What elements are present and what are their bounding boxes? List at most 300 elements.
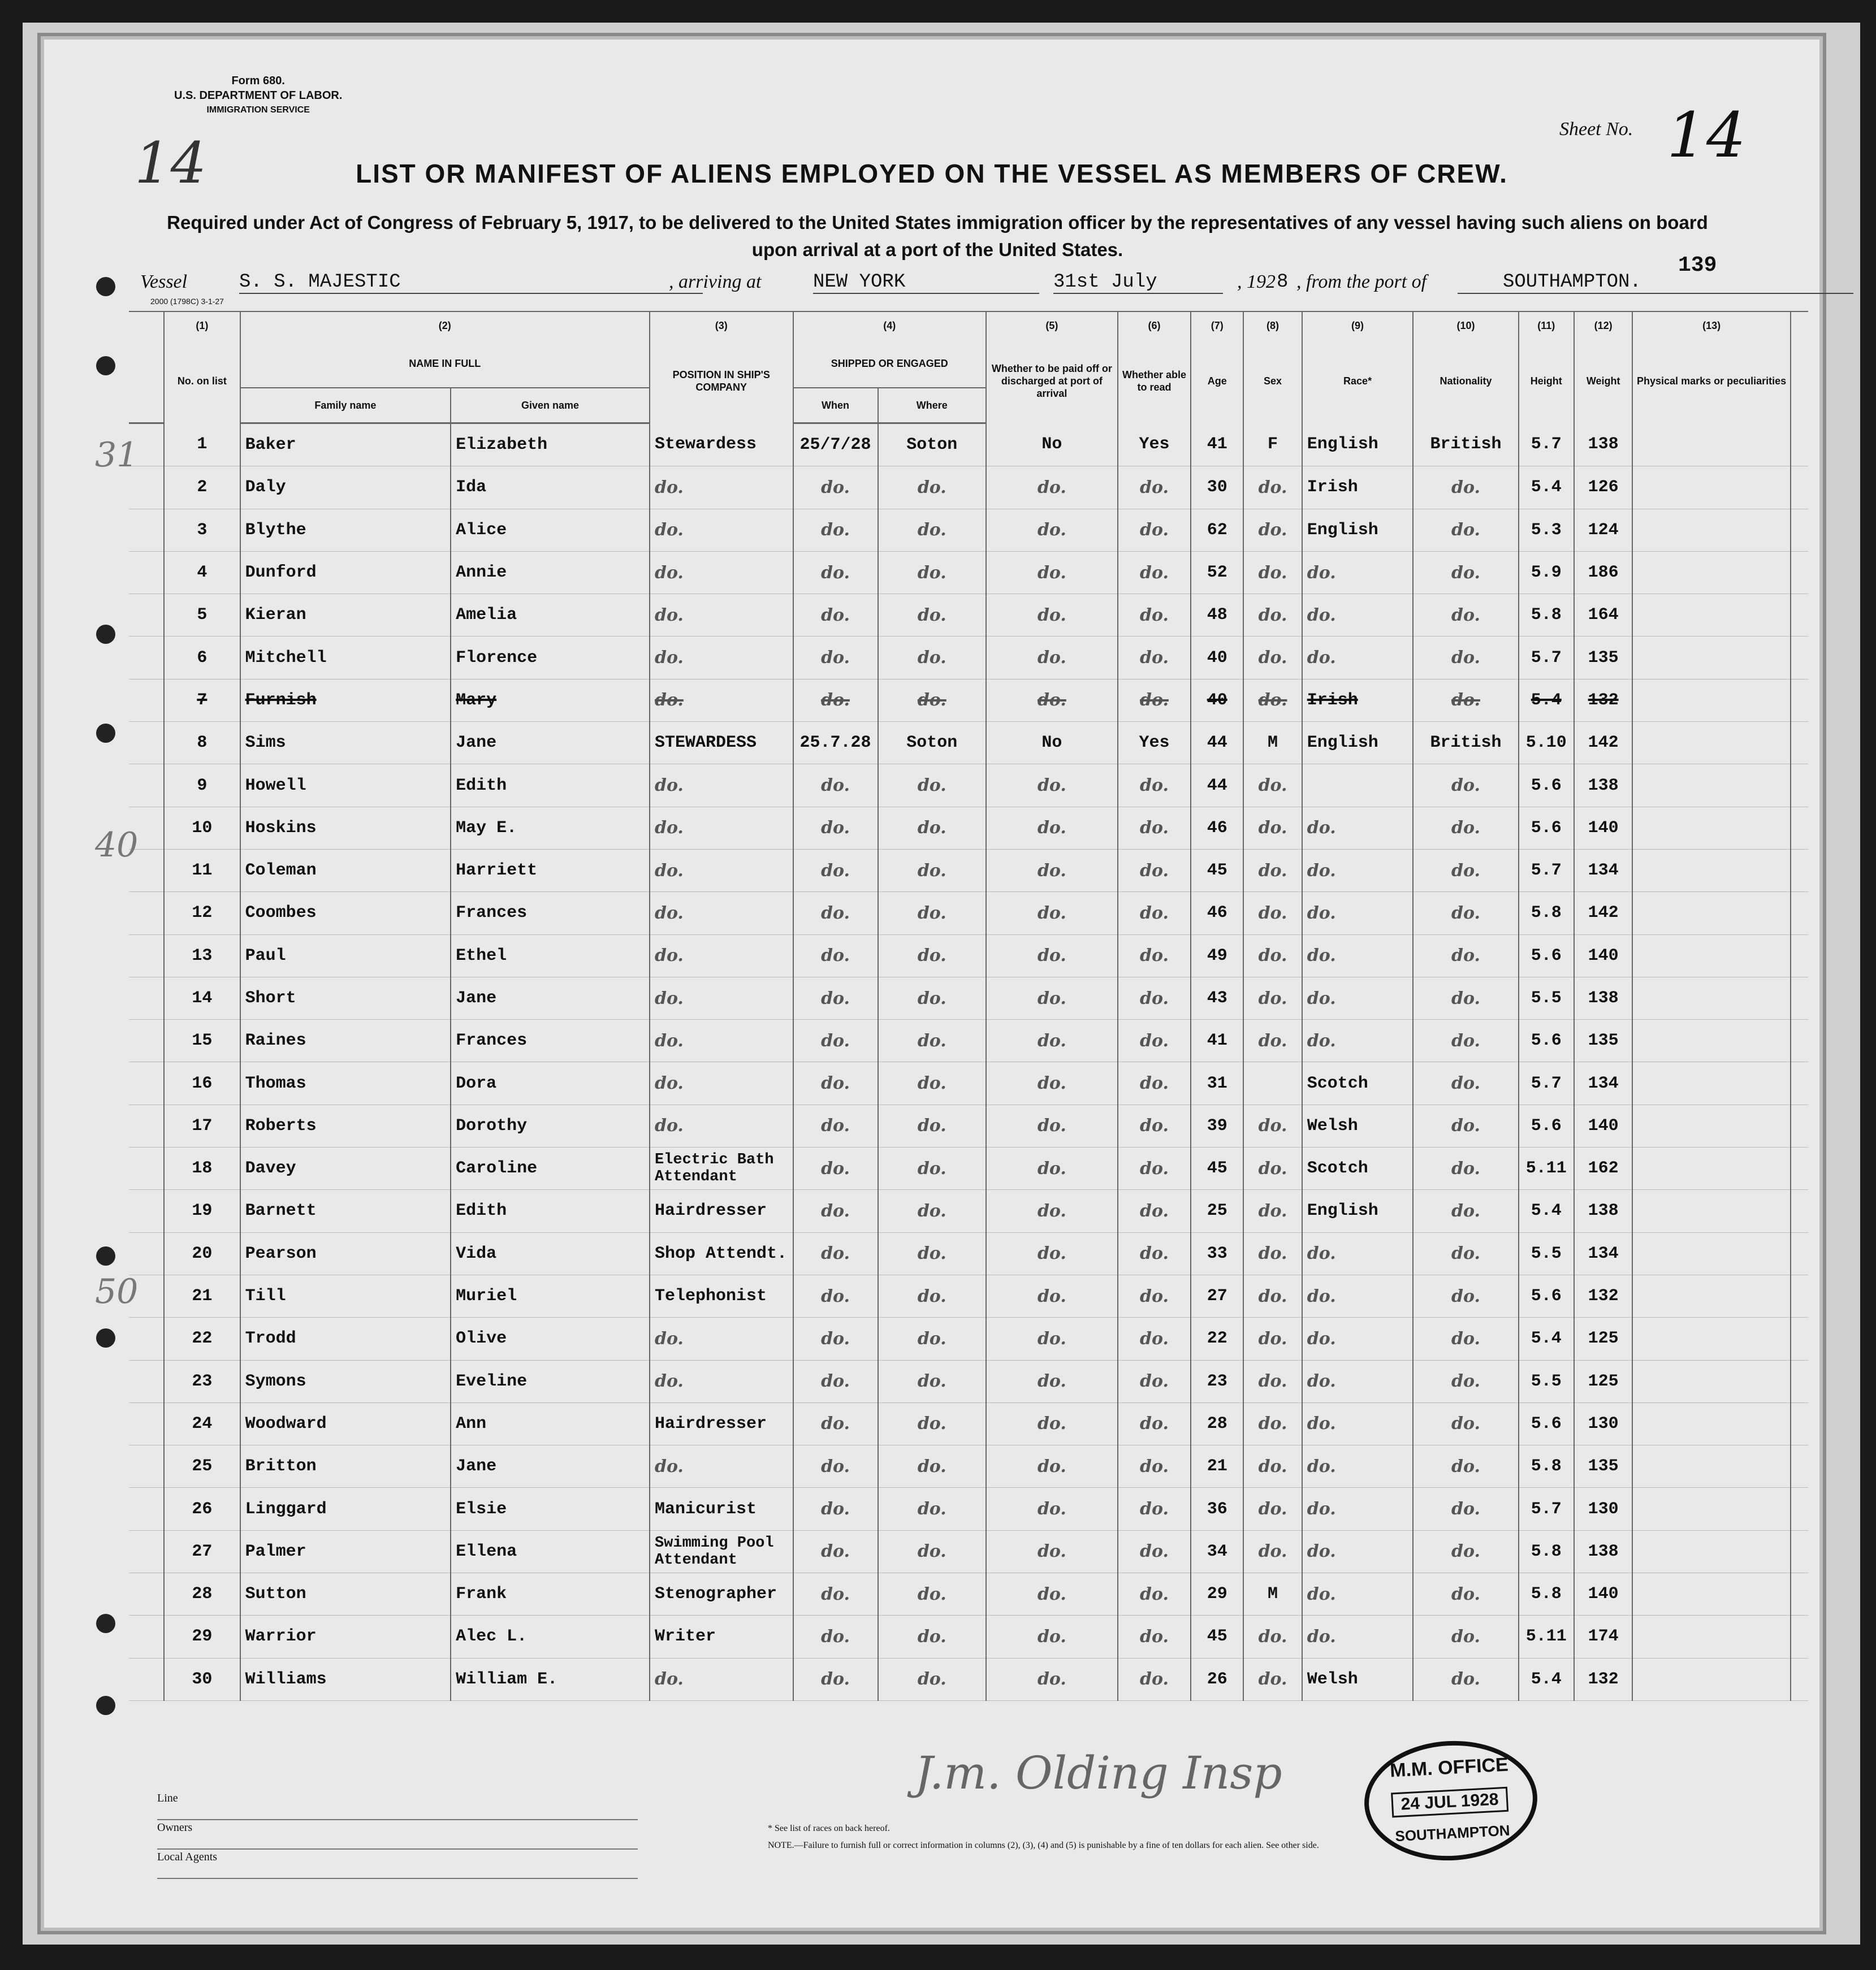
cell-weight: 134 <box>1574 1232 1632 1275</box>
departure-port: SOUTHAMPTON. <box>1458 271 1853 294</box>
cell-nat: do. <box>1413 1318 1518 1360</box>
col-num-5: (5) <box>986 311 1118 339</box>
cell-edge <box>1791 1445 1808 1488</box>
vessel-line <box>140 271 1814 300</box>
cell-nat: British <box>1413 423 1518 466</box>
arriving-label: , arriving at <box>669 271 762 292</box>
cell-no: 21 <box>164 1275 240 1317</box>
cell-weight: 134 <box>1574 849 1632 891</box>
cell-age: 39 <box>1191 1105 1243 1147</box>
cell-family: Mitchell <box>240 637 451 679</box>
col-weight: Weight <box>1574 339 1632 423</box>
cell-sex: do. <box>1243 594 1302 637</box>
cell-family: Coleman <box>240 849 451 891</box>
cell-where: do. <box>878 509 986 551</box>
cell-height: 5.6 <box>1519 764 1574 807</box>
cell-nat: do. <box>1413 1360 1518 1402</box>
cell-when: do. <box>793 1445 878 1488</box>
cell-when: do. <box>793 1360 878 1402</box>
cell-no: 24 <box>164 1402 240 1445</box>
cell-sex: do. <box>1243 637 1302 679</box>
cell-when: do. <box>793 1658 878 1700</box>
cell-read: do. <box>1118 1402 1191 1445</box>
table-row <box>129 509 1808 551</box>
race-footnote: * See list of races on back hereof. <box>768 1824 890 1833</box>
form-number: Form 680. <box>231 75 285 87</box>
cell-marks <box>1632 1402 1790 1445</box>
cell-nat: do. <box>1413 637 1518 679</box>
cell-when: do. <box>793 892 878 934</box>
cell-position: Stenographer <box>650 1573 793 1616</box>
cell-no: 19 <box>164 1190 240 1232</box>
cell-sex: do. <box>1243 1232 1302 1275</box>
cell-no: 14 <box>164 977 240 1019</box>
table-row <box>129 1148 1808 1190</box>
col-position: POSITION IN SHIP'S COMPANY <box>650 339 793 423</box>
cell-weight: 125 <box>1574 1360 1632 1402</box>
cell-edge <box>1791 1658 1808 1700</box>
table-row <box>129 551 1808 594</box>
cell-race: do. <box>1302 892 1414 934</box>
row-margin <box>129 764 164 807</box>
row-margin <box>129 892 164 934</box>
cell-nat: do. <box>1413 1530 1518 1573</box>
cell-given: Elsie <box>451 1488 650 1530</box>
cell-race: do. <box>1302 637 1414 679</box>
cell-race: do. <box>1302 1573 1414 1616</box>
cell-weight: 142 <box>1574 722 1632 764</box>
cell-height: 5.8 <box>1519 1530 1574 1573</box>
stamped-page-number: 139 <box>1678 253 1717 278</box>
cell-height: 5.8 <box>1519 892 1574 934</box>
cell-nat: do. <box>1413 1020 1518 1062</box>
cell-family: Kieran <box>240 594 451 637</box>
cell-no: 6 <box>164 637 240 679</box>
cell-nat: do. <box>1413 1488 1518 1530</box>
cell-age: 46 <box>1191 807 1243 849</box>
cell-read: do. <box>1118 1318 1191 1360</box>
cell-where: do. <box>878 551 986 594</box>
cell-height: 5.4 <box>1519 466 1574 509</box>
cell-height: 5.8 <box>1519 594 1574 637</box>
table-row <box>129 892 1808 934</box>
cell-read: do. <box>1118 594 1191 637</box>
cell-age: 46 <box>1191 892 1243 934</box>
cell-no: 12 <box>164 892 240 934</box>
cell-given: Jane <box>451 977 650 1019</box>
cell-nat: do. <box>1413 679 1518 721</box>
cell-marks <box>1632 892 1790 934</box>
cell-age: 29 <box>1191 1573 1243 1616</box>
table-row <box>129 594 1808 637</box>
cell-when: do. <box>793 849 878 891</box>
col-given-name: Given name <box>451 388 650 423</box>
cell-height: 5.9 <box>1519 551 1574 594</box>
cell-weight: 134 <box>1574 1062 1632 1105</box>
col-num-2: (2) <box>240 311 650 339</box>
cell-weight: 130 <box>1574 1488 1632 1530</box>
table-row <box>129 849 1808 891</box>
punch-hole <box>96 724 115 743</box>
footer-lines <box>157 1792 638 1880</box>
cell-marks <box>1632 509 1790 551</box>
cell-position: do. <box>650 594 793 637</box>
cell-nat: do. <box>1413 934 1518 977</box>
cell-sex: do. <box>1243 1530 1302 1573</box>
footer-line: Line <box>157 1792 638 1820</box>
cell-marks <box>1632 551 1790 594</box>
cell-when: do. <box>793 807 878 849</box>
cell-given: Muriel <box>451 1275 650 1317</box>
cell-edge <box>1791 423 1808 466</box>
cell-where: Soton <box>878 722 986 764</box>
cell-no: 25 <box>164 1445 240 1488</box>
arrival-port: NEW YORK <box>813 271 1039 294</box>
cell-sex: do. <box>1243 1190 1302 1232</box>
cell-family: Dunford <box>240 551 451 594</box>
cell-marks <box>1632 764 1790 807</box>
cell-family: Thomas <box>240 1062 451 1105</box>
cell-height: 5.6 <box>1519 1402 1574 1445</box>
column-headers-row <box>129 339 1808 388</box>
cell-height: 5.11 <box>1519 1148 1574 1190</box>
cell-given: Edith <box>451 764 650 807</box>
cell-weight: 140 <box>1574 1105 1632 1147</box>
cell-edge <box>1791 679 1808 721</box>
cell-sex: do. <box>1243 1020 1302 1062</box>
cell-sex: do. <box>1243 977 1302 1019</box>
cell-given: Dora <box>451 1062 650 1105</box>
col-num-8: (8) <box>1243 311 1302 339</box>
cell-race: do. <box>1302 1616 1414 1658</box>
cell-weight: 125 <box>1574 1318 1632 1360</box>
row-margin <box>129 1445 164 1488</box>
cell-when: do. <box>793 764 878 807</box>
cell-age: 21 <box>1191 1445 1243 1488</box>
cell-paid: do. <box>986 551 1118 594</box>
cell-when: do. <box>793 466 878 509</box>
cell-no: 5 <box>164 594 240 637</box>
cell-sex: do. <box>1243 807 1302 849</box>
cell-edge <box>1791 1573 1808 1616</box>
cell-race: do. <box>1302 1445 1414 1488</box>
cell-age: 30 <box>1191 466 1243 509</box>
cell-read: do. <box>1118 934 1191 977</box>
cell-position: do. <box>650 637 793 679</box>
cell-age: 26 <box>1191 1658 1243 1700</box>
cell-edge <box>1791 1616 1808 1658</box>
cell-age: 45 <box>1191 1616 1243 1658</box>
cell-height: 5.11 <box>1519 1616 1574 1658</box>
row-margin <box>129 1105 164 1147</box>
cell-when: do. <box>793 1402 878 1445</box>
cell-weight: 140 <box>1574 1573 1632 1616</box>
cell-weight: 140 <box>1574 807 1632 849</box>
cell-family: Britton <box>240 1445 451 1488</box>
cell-read: do. <box>1118 1020 1191 1062</box>
cell-nat: do. <box>1413 594 1518 637</box>
cell-nat: do. <box>1413 1190 1518 1232</box>
cell-when: do. <box>793 509 878 551</box>
col-num-4: (4) <box>793 311 986 339</box>
cell-edge <box>1791 637 1808 679</box>
cell-given: Caroline <box>451 1148 650 1190</box>
cell-sex: do. <box>1243 764 1302 807</box>
cell-marks <box>1632 1573 1790 1616</box>
cell-weight: 138 <box>1574 1530 1632 1573</box>
cell-sex: do. <box>1243 1275 1302 1317</box>
col-num-1: (1) <box>164 311 240 339</box>
punch-hole <box>96 277 115 296</box>
service: IMMIGRATION SERVICE <box>206 105 310 115</box>
cell-family: Sims <box>240 722 451 764</box>
cell-nat: do. <box>1413 1445 1518 1488</box>
cell-age: 48 <box>1191 594 1243 637</box>
cell-edge <box>1791 1190 1808 1232</box>
table-row <box>129 934 1808 977</box>
row-margin <box>129 1020 164 1062</box>
cell-given: Elizabeth <box>451 423 650 466</box>
cell-position: do. <box>650 1105 793 1147</box>
cell-no: 18 <box>164 1148 240 1190</box>
cell-position: Hairdresser <box>650 1402 793 1445</box>
cell-sex: do. <box>1243 1105 1302 1147</box>
table-row <box>129 1573 1808 1616</box>
table-row <box>129 637 1808 679</box>
cell-edge <box>1791 1105 1808 1147</box>
cell-race: English <box>1302 509 1414 551</box>
cell-edge <box>1791 1232 1808 1275</box>
cell-no: 16 <box>164 1062 240 1105</box>
vessel-label: Vessel <box>140 271 188 292</box>
cell-sex: do. <box>1243 1318 1302 1360</box>
cell-when: do. <box>793 1530 878 1573</box>
cell-marks <box>1632 849 1790 891</box>
cell-paid: do. <box>986 1402 1118 1445</box>
cell-when: do. <box>793 1148 878 1190</box>
table-row <box>129 1360 1808 1402</box>
cell-position: do. <box>650 849 793 891</box>
cell-position: Hairdresser <box>650 1190 793 1232</box>
cell-edge <box>1791 807 1808 849</box>
cell-height: 5.7 <box>1519 637 1574 679</box>
cell-where: do. <box>878 977 986 1019</box>
cell-height: 5.3 <box>1519 509 1574 551</box>
cell-nat: do. <box>1413 1402 1518 1445</box>
cell-weight: 138 <box>1574 1190 1632 1232</box>
cell-read: do. <box>1118 1573 1191 1616</box>
cell-marks <box>1632 1020 1790 1062</box>
cell-family: Short <box>240 977 451 1019</box>
cell-height: 5.4 <box>1519 679 1574 721</box>
cell-nat: do. <box>1413 1148 1518 1190</box>
cell-read: do. <box>1118 1062 1191 1105</box>
cell-nat: do. <box>1413 807 1518 849</box>
cell-age: 34 <box>1191 1530 1243 1573</box>
cell-position: do. <box>650 509 793 551</box>
col-num-11: (11) <box>1519 311 1574 339</box>
cell-position: Manicurist <box>650 1488 793 1530</box>
cell-read: do. <box>1118 807 1191 849</box>
table-row <box>129 1105 1808 1147</box>
cell-family: Coombes <box>240 892 451 934</box>
cell-position: do. <box>650 1318 793 1360</box>
cell-age: 44 <box>1191 764 1243 807</box>
cell-read: do. <box>1118 849 1191 891</box>
row-margin <box>129 1658 164 1700</box>
crew-rows <box>129 423 1808 1701</box>
cell-given: Frances <box>451 892 650 934</box>
cell-family: Hoskins <box>240 807 451 849</box>
cell-weight: 138 <box>1574 977 1632 1019</box>
cell-when: 25/7/28 <box>793 423 878 466</box>
col-num-7: (7) <box>1191 311 1243 339</box>
cell-race: do. <box>1302 1530 1414 1573</box>
cell-race: do. <box>1302 551 1414 594</box>
cell-marks <box>1632 594 1790 637</box>
cell-when: do. <box>793 679 878 721</box>
row-margin <box>129 934 164 977</box>
cell-paid: do. <box>986 594 1118 637</box>
cell-paid: do. <box>986 1488 1118 1530</box>
sheet-label: Sheet No. <box>1559 119 1633 140</box>
cell-age: 43 <box>1191 977 1243 1019</box>
cell-paid: do. <box>986 807 1118 849</box>
cell-height: 5.5 <box>1519 1360 1574 1402</box>
cell-given: Vida <box>451 1232 650 1275</box>
col-nationality: Nationality <box>1413 339 1518 423</box>
cell-when: 25.7.28 <box>793 722 878 764</box>
cell-race: do. <box>1302 849 1414 891</box>
cell-paid: do. <box>986 1062 1118 1105</box>
cell-weight: 132 <box>1574 679 1632 721</box>
cell-height: 5.6 <box>1519 1275 1574 1317</box>
column-numbers-row <box>129 311 1808 339</box>
cell-when: do. <box>793 934 878 977</box>
cell-height: 5.6 <box>1519 807 1574 849</box>
row-margin <box>129 637 164 679</box>
cell-read: do. <box>1118 1105 1191 1147</box>
year-prefix: , 192 <box>1237 271 1276 292</box>
cell-paid: do. <box>986 509 1118 551</box>
cell-sex: do. <box>1243 509 1302 551</box>
cell-paid: do. <box>986 1573 1118 1616</box>
cell-given: Olive <box>451 1318 650 1360</box>
cell-sex: do. <box>1243 551 1302 594</box>
table-row <box>129 807 1808 849</box>
cell-read: do. <box>1118 1658 1191 1700</box>
cell-where: do. <box>878 637 986 679</box>
col-family-name: Family name <box>240 388 451 423</box>
cell-when: do. <box>793 977 878 1019</box>
cell-paid: No <box>986 423 1118 466</box>
cell-sex: do. <box>1243 1658 1302 1700</box>
cell-no: 9 <box>164 764 240 807</box>
cell-marks <box>1632 423 1790 466</box>
cell-where: do. <box>878 679 986 721</box>
cell-sex: do. <box>1243 1402 1302 1445</box>
cell-given: Ellena <box>451 1530 650 1573</box>
cell-nat: do. <box>1413 509 1518 551</box>
cell-where: do. <box>878 807 986 849</box>
handwritten-sheet-mark: 14 <box>135 130 207 196</box>
cell-no: 15 <box>164 1020 240 1062</box>
cell-edge <box>1791 594 1808 637</box>
cell-when: do. <box>793 551 878 594</box>
cell-family: Blythe <box>240 509 451 551</box>
row-margin <box>129 594 164 637</box>
cell-position: Electric Bath Attendant <box>650 1148 793 1190</box>
cell-read: do. <box>1118 977 1191 1019</box>
cell-no: 3 <box>164 509 240 551</box>
cell-no: 7 <box>164 679 240 721</box>
cell-age: 22 <box>1191 1318 1243 1360</box>
cell-where: do. <box>878 1020 986 1062</box>
col-age: Age <box>1191 339 1243 423</box>
cell-nat: do. <box>1413 1275 1518 1317</box>
cell-paid: do. <box>986 1445 1118 1488</box>
cell-family: Sutton <box>240 1573 451 1616</box>
cell-height: 5.5 <box>1519 977 1574 1019</box>
cell-race: do. <box>1302 1318 1414 1360</box>
cell-marks <box>1632 1360 1790 1402</box>
cell-age: 28 <box>1191 1402 1243 1445</box>
row-margin <box>129 1360 164 1402</box>
cell-weight: 132 <box>1574 1275 1632 1317</box>
cell-age: 40 <box>1191 679 1243 721</box>
cell-where: do. <box>878 1275 986 1317</box>
cell-paid: do. <box>986 1020 1118 1062</box>
cell-marks <box>1632 1148 1790 1190</box>
table-row <box>129 1190 1808 1232</box>
cell-race: do. <box>1302 1020 1414 1062</box>
cell-marks <box>1632 1275 1790 1317</box>
table-row <box>129 1275 1808 1317</box>
cell-given: Alec L. <box>451 1616 650 1658</box>
cell-read: do. <box>1118 1530 1191 1573</box>
cell-edge <box>1791 849 1808 891</box>
cell-marks <box>1632 1062 1790 1105</box>
cell-edge <box>1791 1530 1808 1573</box>
cell-age: 33 <box>1191 1232 1243 1275</box>
cell-edge <box>1791 1275 1808 1317</box>
cell-family: Roberts <box>240 1105 451 1147</box>
cell-given: Ann <box>451 1402 650 1445</box>
cell-family: Furnish <box>240 679 451 721</box>
cell-age: 36 <box>1191 1488 1243 1530</box>
cell-read: do. <box>1118 466 1191 509</box>
cell-sex: do. <box>1243 466 1302 509</box>
cell-nat: do. <box>1413 892 1518 934</box>
table-row <box>129 423 1808 466</box>
form-header <box>174 73 342 118</box>
cell-paid: do. <box>986 1318 1118 1360</box>
cell-height: 5.6 <box>1519 1105 1574 1147</box>
cell-family: Warrior <box>240 1616 451 1658</box>
cell-where: do. <box>878 1402 986 1445</box>
cell-position: Swimming Pool Attendant <box>650 1530 793 1573</box>
cell-race: do. <box>1302 977 1414 1019</box>
cell-paid: do. <box>986 1658 1118 1700</box>
cell-edge <box>1791 764 1808 807</box>
cell-given: Frances <box>451 1020 650 1062</box>
cell-where: do. <box>878 1190 986 1232</box>
cell-read: do. <box>1118 892 1191 934</box>
cell-where: do. <box>878 1360 986 1402</box>
cell-position: Telephonist <box>650 1275 793 1317</box>
cell-where: do. <box>878 1445 986 1488</box>
cell-paid: do. <box>986 679 1118 721</box>
